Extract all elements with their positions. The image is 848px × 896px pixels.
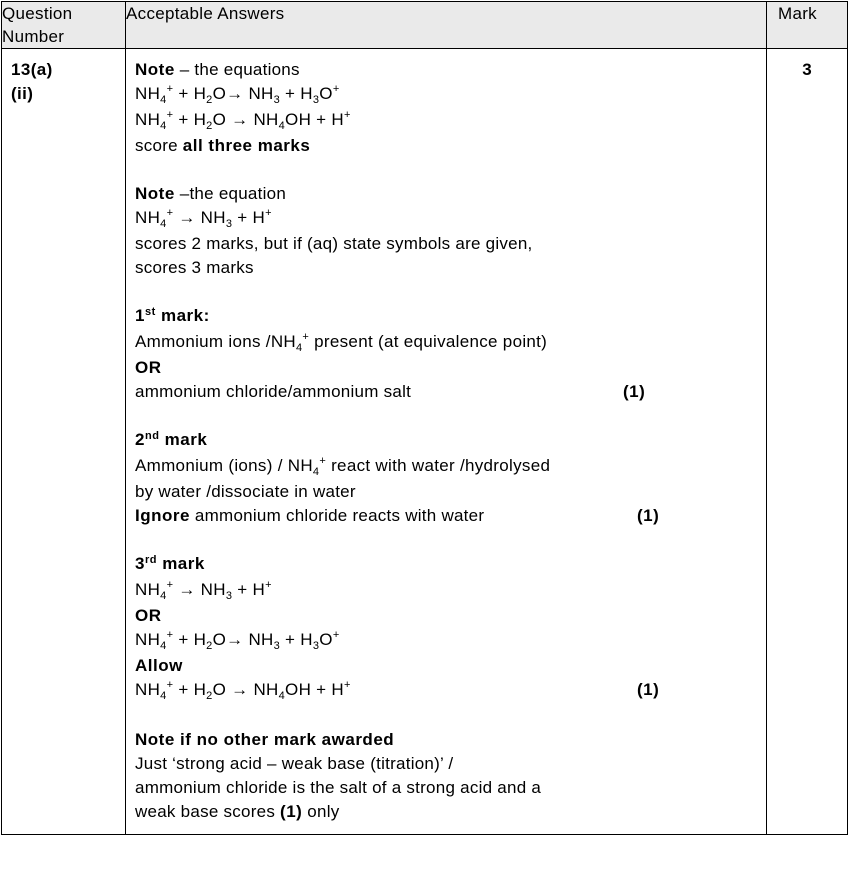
answer-line: scores 2 marks, but if (aq) state symbols are given, — [135, 234, 533, 253]
question-number-cell — [2, 49, 126, 835]
answer-line: score all three marks — [135, 136, 311, 155]
table-body — [2, 49, 848, 835]
spacer-line — [135, 280, 766, 304]
answer-line-emphasis: OR — [135, 606, 162, 625]
column-header-question-number-line2: Number — [2, 27, 65, 46]
mark-award: (1) — [637, 680, 660, 699]
answer-line: ammonium chloride is the salt of a strong acid and a — [135, 778, 542, 797]
column-header-question-number-line1: Question — [2, 4, 73, 23]
spacer-line — [135, 528, 766, 552]
mark-award: (1) — [637, 506, 660, 525]
spacer-line — [135, 404, 766, 428]
mark-cell: 3 — [767, 49, 848, 835]
mark-scheme-table — [1, 1, 848, 835]
acceptable-answers-cell — [126, 49, 767, 835]
chemical-equation: $NH_4^+ \to NH_3 + H^+$ — [135, 207, 272, 230]
answer-line-emphasis: Note if no other mark awarded — [135, 730, 395, 749]
question-number-subpart: (ii) — [11, 84, 34, 103]
chemical-equation: $NH_4^+ + H_2O \to NH_4OH + H^+$ (1) — [135, 679, 660, 702]
spacer-line — [135, 158, 766, 182]
answer-line: scores 3 marks — [135, 258, 254, 277]
chemical-equation: Ammonium ions $/NH_4^+$ present (at equivalence point) — [135, 331, 548, 354]
mark-point-heading: 3rd mark — [135, 554, 205, 573]
answer-line-emphasis: OR — [135, 358, 162, 377]
answer-line: by water /dissociate in water — [135, 482, 356, 501]
chemical-equation: $NH_4^+ + H_2O\to NH_3 + H_3O^+$ — [135, 83, 340, 106]
answer-line: Just ‘strong acid – weak base (titration)’ / — [135, 754, 454, 773]
question-number-primary: 13(a) — [11, 60, 53, 79]
chemical-equation: Ammonium (ions) / $NH_4^+$ react with water /hydrolysed — [135, 455, 551, 478]
answer-line: weak base scores (1) only — [135, 802, 340, 821]
answer-line-emphasis: Allow — [135, 656, 183, 675]
column-header-question-number — [2, 2, 126, 49]
chemical-equation: $NH_4^+ + H_2O\to NH_3 + H_3O^+$ — [135, 629, 340, 652]
column-header-acceptable-answers: Acceptable Answers — [126, 2, 767, 49]
mark-point-heading: 1st mark: — [135, 306, 210, 325]
table-header-row — [2, 2, 848, 49]
table-row — [2, 49, 848, 835]
mark-award: (1) — [623, 382, 646, 401]
answer-line: Ignore ammonium chloride reacts with water (1) — [135, 504, 766, 528]
column-header-mark: Mark — [767, 2, 848, 49]
answer-content — [135, 58, 766, 824]
chemical-equation: $NH_4^+ \to NH_3 + H^+$ — [135, 579, 272, 602]
spacer-line — [135, 704, 766, 728]
answer-line: ammonium chloride/ammonium salt (1) — [135, 380, 766, 404]
answer-line: Note – the equations — [135, 60, 300, 79]
chemical-equation: $NH_4^+ + H_2O \to NH_4OH + H^+$ — [135, 109, 351, 132]
table-header — [2, 2, 848, 49]
answer-line: Note –the equation — [135, 184, 287, 203]
mark-point-heading: 2nd mark — [135, 430, 208, 449]
